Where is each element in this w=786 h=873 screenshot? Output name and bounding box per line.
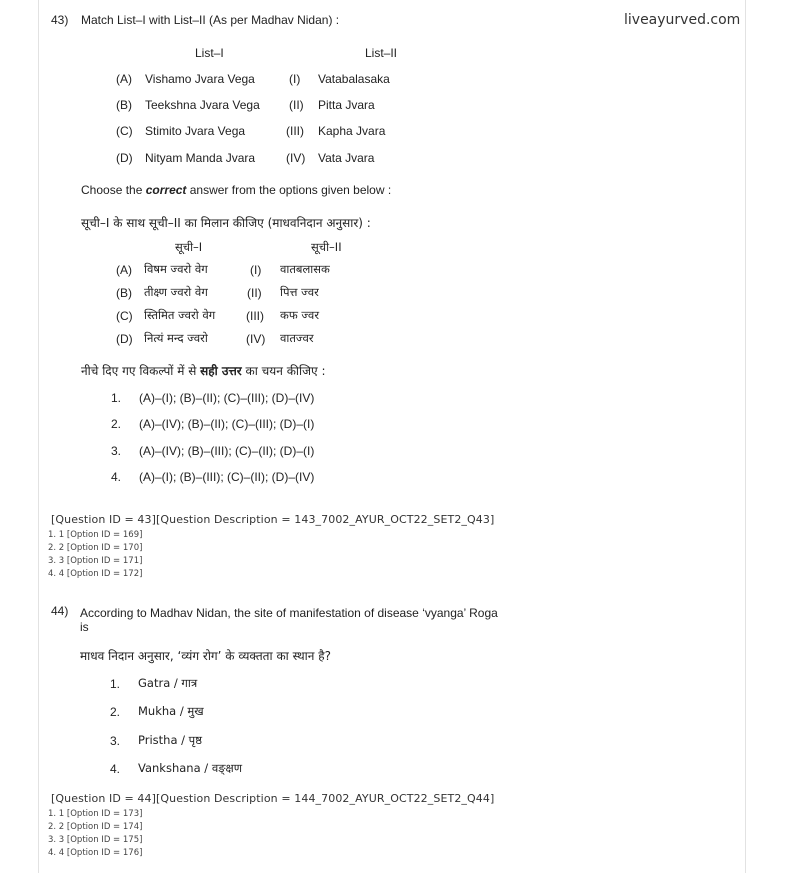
option-id-line: 3. 3 [Option ID = 175]	[48, 835, 143, 845]
row-item: स्तिमित ज्वरो वेग	[144, 308, 216, 322]
q43-hindi-title: सूची–I के साथ सूची–II का मिलान कीजिए (माधवनिदान अनुसार) :	[81, 216, 371, 230]
q43-hindi-instruction	[81, 362, 326, 379]
option-number: 4.	[110, 762, 121, 776]
option-id-line: 2. 2 [Option ID = 174]	[48, 822, 143, 832]
row-item: Stimito Jvara Vega	[145, 124, 246, 138]
option-id-line: 1. 1 [Option ID = 169]	[48, 530, 143, 540]
instruction-text: नीचे दिए गए विकल्पों में से	[81, 364, 201, 378]
instruction-text: Choose the	[81, 183, 146, 197]
instruction-text: का चयन कीजिए :	[241, 364, 326, 378]
q43-list1-header: List–I	[195, 46, 224, 60]
option-id-line: 4. 4 [Option ID = 176]	[48, 848, 143, 858]
q44-hindi-title: माधव निदान अनुसार, ‘व्यंग रोग’ के व्यक्तता का स्थान है?	[80, 649, 331, 663]
instruction-emphasis: correct	[145, 183, 187, 197]
q44-title-line1: According to Madhav Nidan, the site of manifestation of disease ‘vyanga’ Roga	[80, 606, 498, 620]
q43-hindi-list1-header: सूची–I	[175, 240, 203, 254]
row-item: नित्यं मन्द ज्वरो	[144, 331, 208, 345]
q43-hindi-list2-header: सूची–II	[311, 240, 342, 254]
option-text: (A)–(I); (B)–(II); (C)–(III); (D)–(IV)	[139, 391, 315, 405]
option-text: (A)–(I); (B)–(III); (C)–(II); (D)–(IV)	[139, 470, 315, 484]
row-item: Nityam Manda Jvara	[145, 151, 256, 165]
q43-question-meta: [Question ID = 43][Question Description = 143_7002_AYUR_OCT22_SET2_Q43]	[51, 513, 495, 526]
row-label: (I)	[289, 72, 301, 86]
row-label: (III)	[286, 124, 304, 138]
row-item: Vata Jvara	[318, 151, 375, 165]
row-label: (I)	[250, 263, 262, 277]
option-number: 2.	[110, 705, 121, 719]
row-label: (B)	[116, 286, 132, 300]
row-item: वातज्वर	[280, 331, 314, 345]
row-label: (IV)	[286, 151, 306, 165]
row-item: वातबलासक	[280, 262, 330, 276]
q44-question-meta: [Question ID = 44][Question Description = 144_7002_AYUR_OCT22_SET2_Q44]	[51, 792, 495, 805]
option-text: Gatra / गात्र	[138, 676, 198, 690]
row-item: विषम ज्वरो वेग	[144, 262, 208, 276]
option-number: 1.	[110, 677, 121, 691]
row-label: (B)	[116, 98, 132, 112]
option-text: Pristha / पृष्ठ	[138, 733, 202, 747]
row-label: (C)	[116, 309, 133, 323]
row-item: Pitta Jvara	[318, 98, 375, 112]
option-text: Mukha / मुख	[138, 704, 204, 718]
option-number: 3.	[111, 444, 122, 458]
row-label: (II)	[289, 98, 304, 112]
row-label: (A)	[116, 263, 132, 277]
q44-number: 44)	[51, 604, 69, 618]
q43-instruction	[81, 183, 391, 197]
instruction-text: answer from the options given below :	[186, 183, 392, 197]
option-id-line: 3. 3 [Option ID = 171]	[48, 556, 143, 566]
row-item: Kapha Jvara	[318, 124, 386, 138]
row-label: (D)	[116, 332, 133, 346]
instruction-emphasis: सही उत्तर	[200, 364, 242, 378]
row-item: Teekshna Jvara Vega	[145, 98, 260, 112]
row-item: Vishamo Jvara Vega	[145, 72, 255, 86]
option-id-line: 1. 1 [Option ID = 173]	[48, 809, 143, 819]
row-label: (C)	[116, 124, 133, 138]
q43-number: 43)	[51, 13, 69, 27]
right-margin-rule	[745, 0, 746, 873]
option-number: 3.	[110, 734, 121, 748]
option-text: Vankshana / वङ्क्षण	[138, 761, 243, 775]
site-watermark: liveayurved.com	[624, 12, 741, 28]
option-number: 2.	[111, 417, 122, 431]
option-number: 4.	[111, 470, 122, 484]
option-id-line: 2. 2 [Option ID = 170]	[48, 543, 143, 553]
q43-title: Match List–I with List–II (As per Madhav Nidan) :	[81, 13, 340, 27]
option-text: (A)–(IV); (B)–(II); (C)–(III); (D)–(I)	[139, 417, 315, 431]
row-item: तीक्ष्ण ज्वरो वेग	[144, 285, 208, 299]
row-label: (II)	[247, 286, 262, 300]
left-margin-rule	[38, 0, 39, 873]
option-id-line: 4. 4 [Option ID = 172]	[48, 569, 143, 579]
row-label: (III)	[246, 309, 264, 323]
row-item: कफ ज्वर	[280, 308, 320, 322]
option-text: (A)–(IV); (B)–(III); (C)–(II); (D)–(I)	[139, 444, 315, 458]
q44-title-line2: is	[80, 620, 89, 634]
row-item: Vatabalasaka	[318, 72, 390, 86]
option-number: 1.	[111, 391, 122, 405]
row-item: पित्त ज्वर	[280, 285, 319, 299]
row-label: (A)	[116, 72, 132, 86]
row-label: (IV)	[246, 332, 266, 346]
q43-list2-header: List–II	[365, 46, 398, 60]
row-label: (D)	[116, 151, 133, 165]
